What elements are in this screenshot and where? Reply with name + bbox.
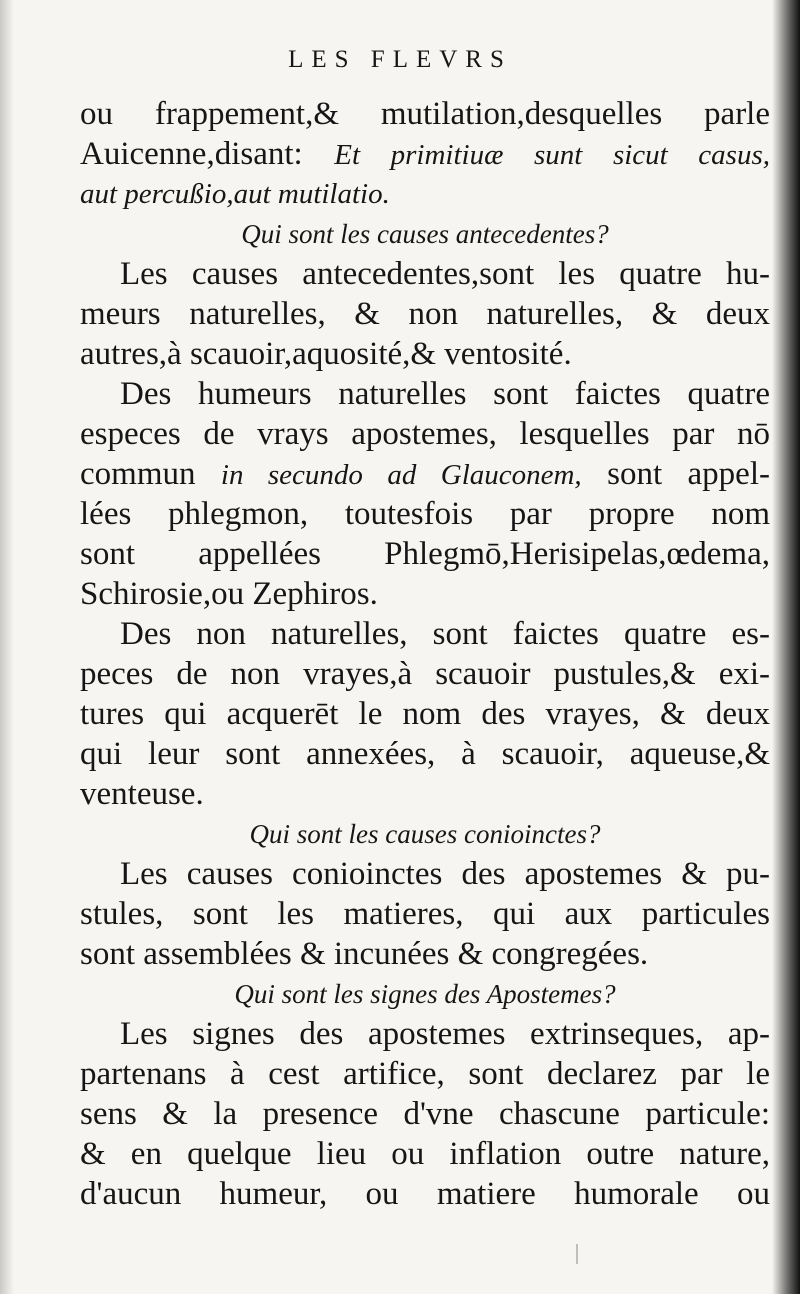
text-line: Les causes conioinctes des apostemes & pu-	[120, 856, 770, 892]
text-line: stules, sont les matieres, qui aux particules	[80, 896, 770, 932]
text-block	[80, 94, 770, 1214]
text-line: Des non naturelles, sont faictes quatre es-	[120, 616, 770, 652]
section-heading: Qui sont les causes antecedentes?	[241, 219, 609, 249]
text-line: Des humeurs naturelles sont faictes quatre	[120, 376, 770, 412]
section-heading: Qui sont les causes conioinctes?	[249, 819, 601, 849]
page-gutter-shadow	[772, 0, 800, 1294]
text-line: ou frappement,& mutilation,desquelles parle	[80, 96, 770, 132]
text-line: Schirosie,ou Zephiros.	[80, 576, 378, 612]
text-line: d'aucun humeur, ou matiere humorale ou	[80, 1176, 770, 1212]
text-line	[80, 134, 770, 174]
latin-quote: aut percußio,aut mutilatio.	[80, 178, 390, 210]
text-line: meurs naturelles, & non naturelles, & deux	[80, 296, 770, 332]
text-line: especes de vrays apostemes, lesquelles par nō	[80, 416, 770, 452]
text-line: sont appellées Phlegmō,Herisipelas,œdema,	[80, 536, 770, 572]
print-mark	[576, 1244, 594, 1264]
text-line: sont assemblées & incunées & congregées.	[80, 936, 649, 972]
latin-quote: Et primitiuæ sunt sicut casus,	[334, 139, 770, 171]
text-line: venteuse.	[80, 776, 204, 812]
text-line: sens & la presence d'vne chascune particule:	[80, 1096, 770, 1132]
text-span: commun	[80, 456, 196, 492]
running-head: LES FLEVRS	[288, 46, 512, 73]
text-line: lées phlegmon, toutesfois par propre nom	[80, 496, 770, 532]
text-line: autres,à scauoir,aquosité,& ventosité.	[80, 336, 572, 372]
text-line: qui leur sont annexées, à scauoir, aqueuse,&	[80, 736, 770, 772]
text-line: Les causes antecedentes,sont les quatre hu-	[120, 256, 770, 292]
text-span: sont appel-	[607, 456, 770, 492]
text-line: partenans à cest artifice, sont declarez par le	[80, 1056, 770, 1092]
page-edge-shadow	[0, 0, 14, 1294]
text-line: peces de non vrayes,à scauoir pustules,& exi-	[80, 656, 770, 692]
text-span: Auicenne,disant:	[80, 136, 303, 172]
text-line	[80, 454, 770, 494]
text-line: & en quelque lieu ou inflation outre nature,	[80, 1136, 770, 1172]
latin-reference: in secundo ad Glauconem,	[220, 459, 582, 491]
text-line: tures qui acquerēt le nom des vrayes, & deux	[80, 696, 770, 732]
text-line: Les signes des apostemes extrinseques, ap-	[120, 1016, 770, 1052]
section-heading: Qui sont les signes des Apostemes?	[234, 979, 616, 1009]
